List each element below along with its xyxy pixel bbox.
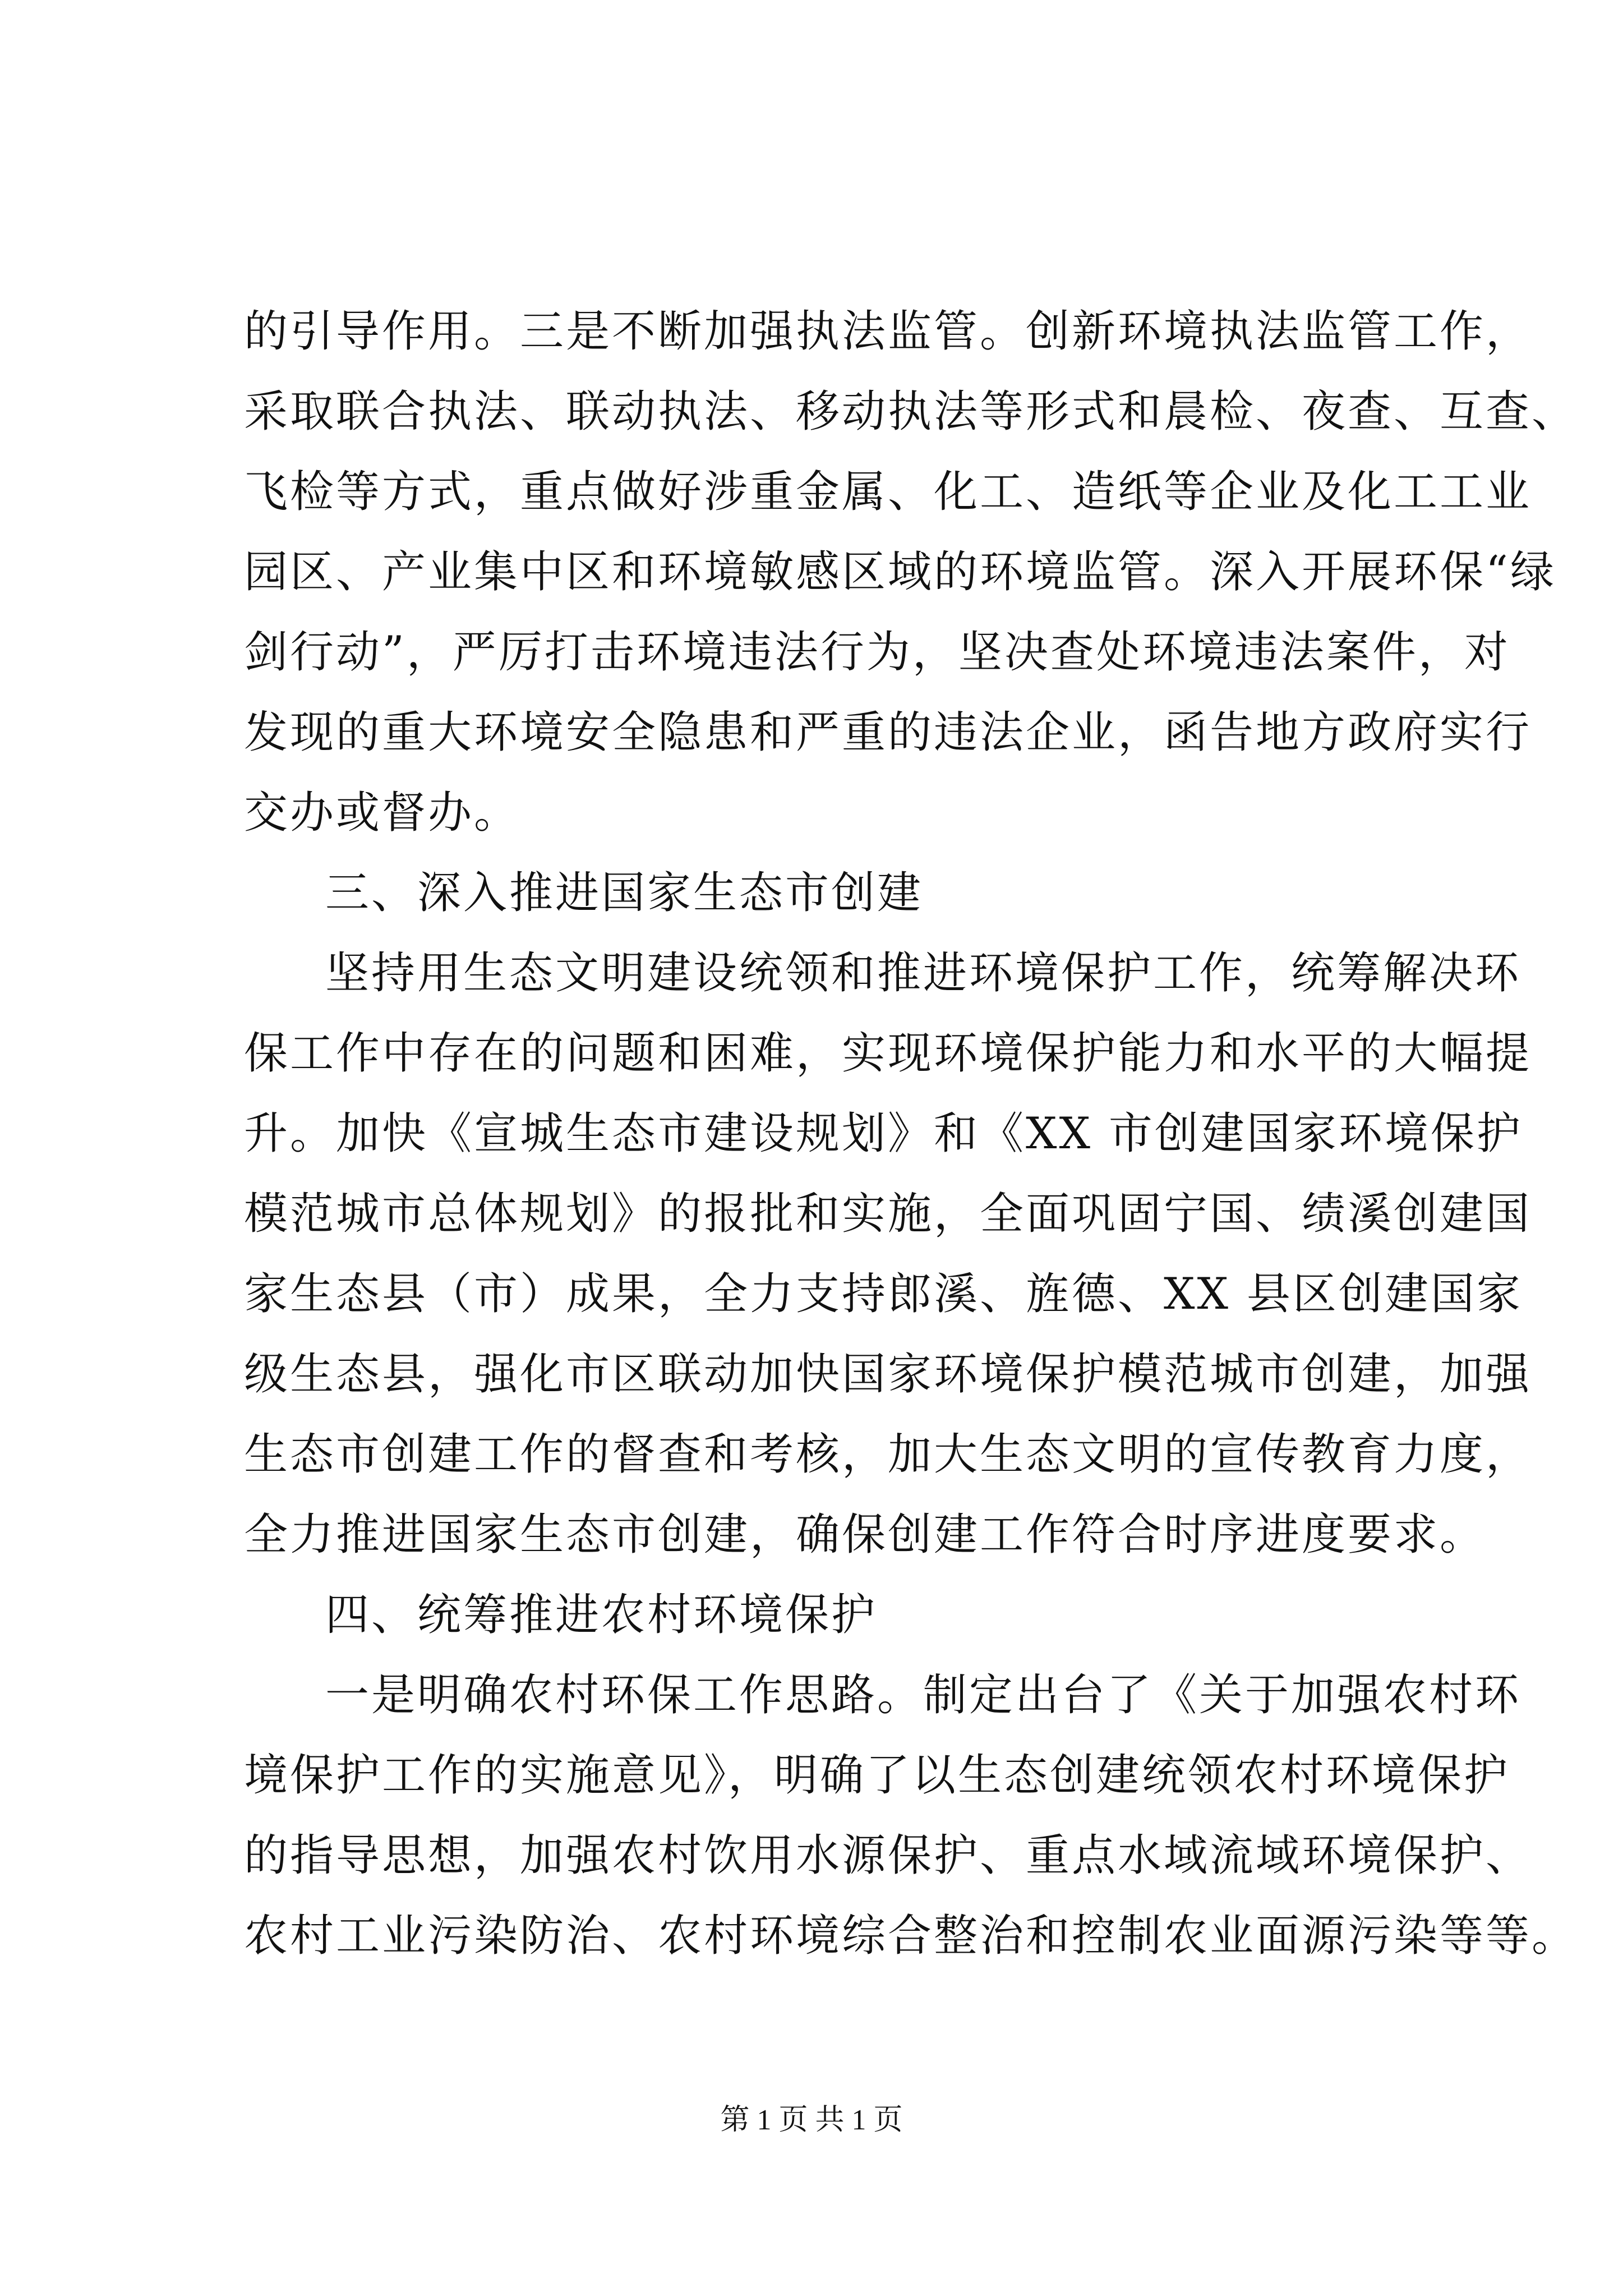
- text-line: 模范城市总体规划》的报批和实施，全面巩固宁国、绩溪创建国: [244, 1189, 1532, 1239]
- text-line: 交办或督办。: [244, 788, 520, 838]
- section-heading: 四、统筹推进农村环境保护: [325, 1590, 878, 1640]
- text-line: 的指导思想，加强农村饮用水源保护、重点水域流域环境保护、: [244, 1830, 1532, 1881]
- text-line: 农村工业污染防治、农村环境综合整治和控制农业面源污染等等。: [244, 1911, 1578, 1961]
- text-line: 级生态县，强化市区联动加快国家环境保护模范城市创建，加强: [244, 1349, 1532, 1400]
- text-line: 生态市创建工作的督查和考核，加大生态文明的宣传教育力度，: [244, 1429, 1532, 1480]
- text-line: 的引导作用。三是不断加强执法监管。创新环境执法监管工作，: [244, 306, 1532, 357]
- text-line: 家生态县（市）成果，全力支持郎溪、旌德、XX 县区创建国家: [244, 1269, 1523, 1319]
- text-line: 剑行动”，严厉打击环境违法行为，坚决查处环境违法案件，对: [244, 627, 1510, 678]
- text-line: 升。加快《宣城生态市建设规划》和《XX 市创建国家环境保护: [244, 1108, 1523, 1159]
- text-line: 一是明确农村环保工作思路。制定出台了《关于加强农村环: [325, 1670, 1521, 1720]
- text-line: 采取联合执法、联动执法、移动执法等形式和晨检、夜查、互查、: [244, 386, 1578, 437]
- text-line: 发现的重大环境安全隐患和严重的违法企业，函告地方政府实行: [244, 707, 1532, 758]
- text-line: 园区、产业集中区和环境敏感区域的环境监管。深入开展环保“绿: [244, 547, 1556, 597]
- text-line: 飞检等方式，重点做好涉重金属、化工、造纸等企业及化工工业: [244, 467, 1532, 517]
- text-line: 保工作中存在的问题和困难，实现环境保护能力和水平的大幅提: [244, 1028, 1532, 1079]
- text-line: 全力推进国家生态市创建，确保创建工作符合时序进度要求。: [244, 1510, 1486, 1560]
- text-line: 境保护工作的实施意见》，明确了以生态创建统领农村环境保护: [244, 1750, 1510, 1801]
- section-heading: 三、深入推进国家生态市创建: [325, 868, 924, 918]
- text-line: 坚持用生态文明建设统领和推进环境保护工作，统筹解决环: [325, 948, 1521, 999]
- page-number-footer: 第 1 页 共 1 页: [720, 2104, 903, 2136]
- document-body: [244, 292, 1578, 1976]
